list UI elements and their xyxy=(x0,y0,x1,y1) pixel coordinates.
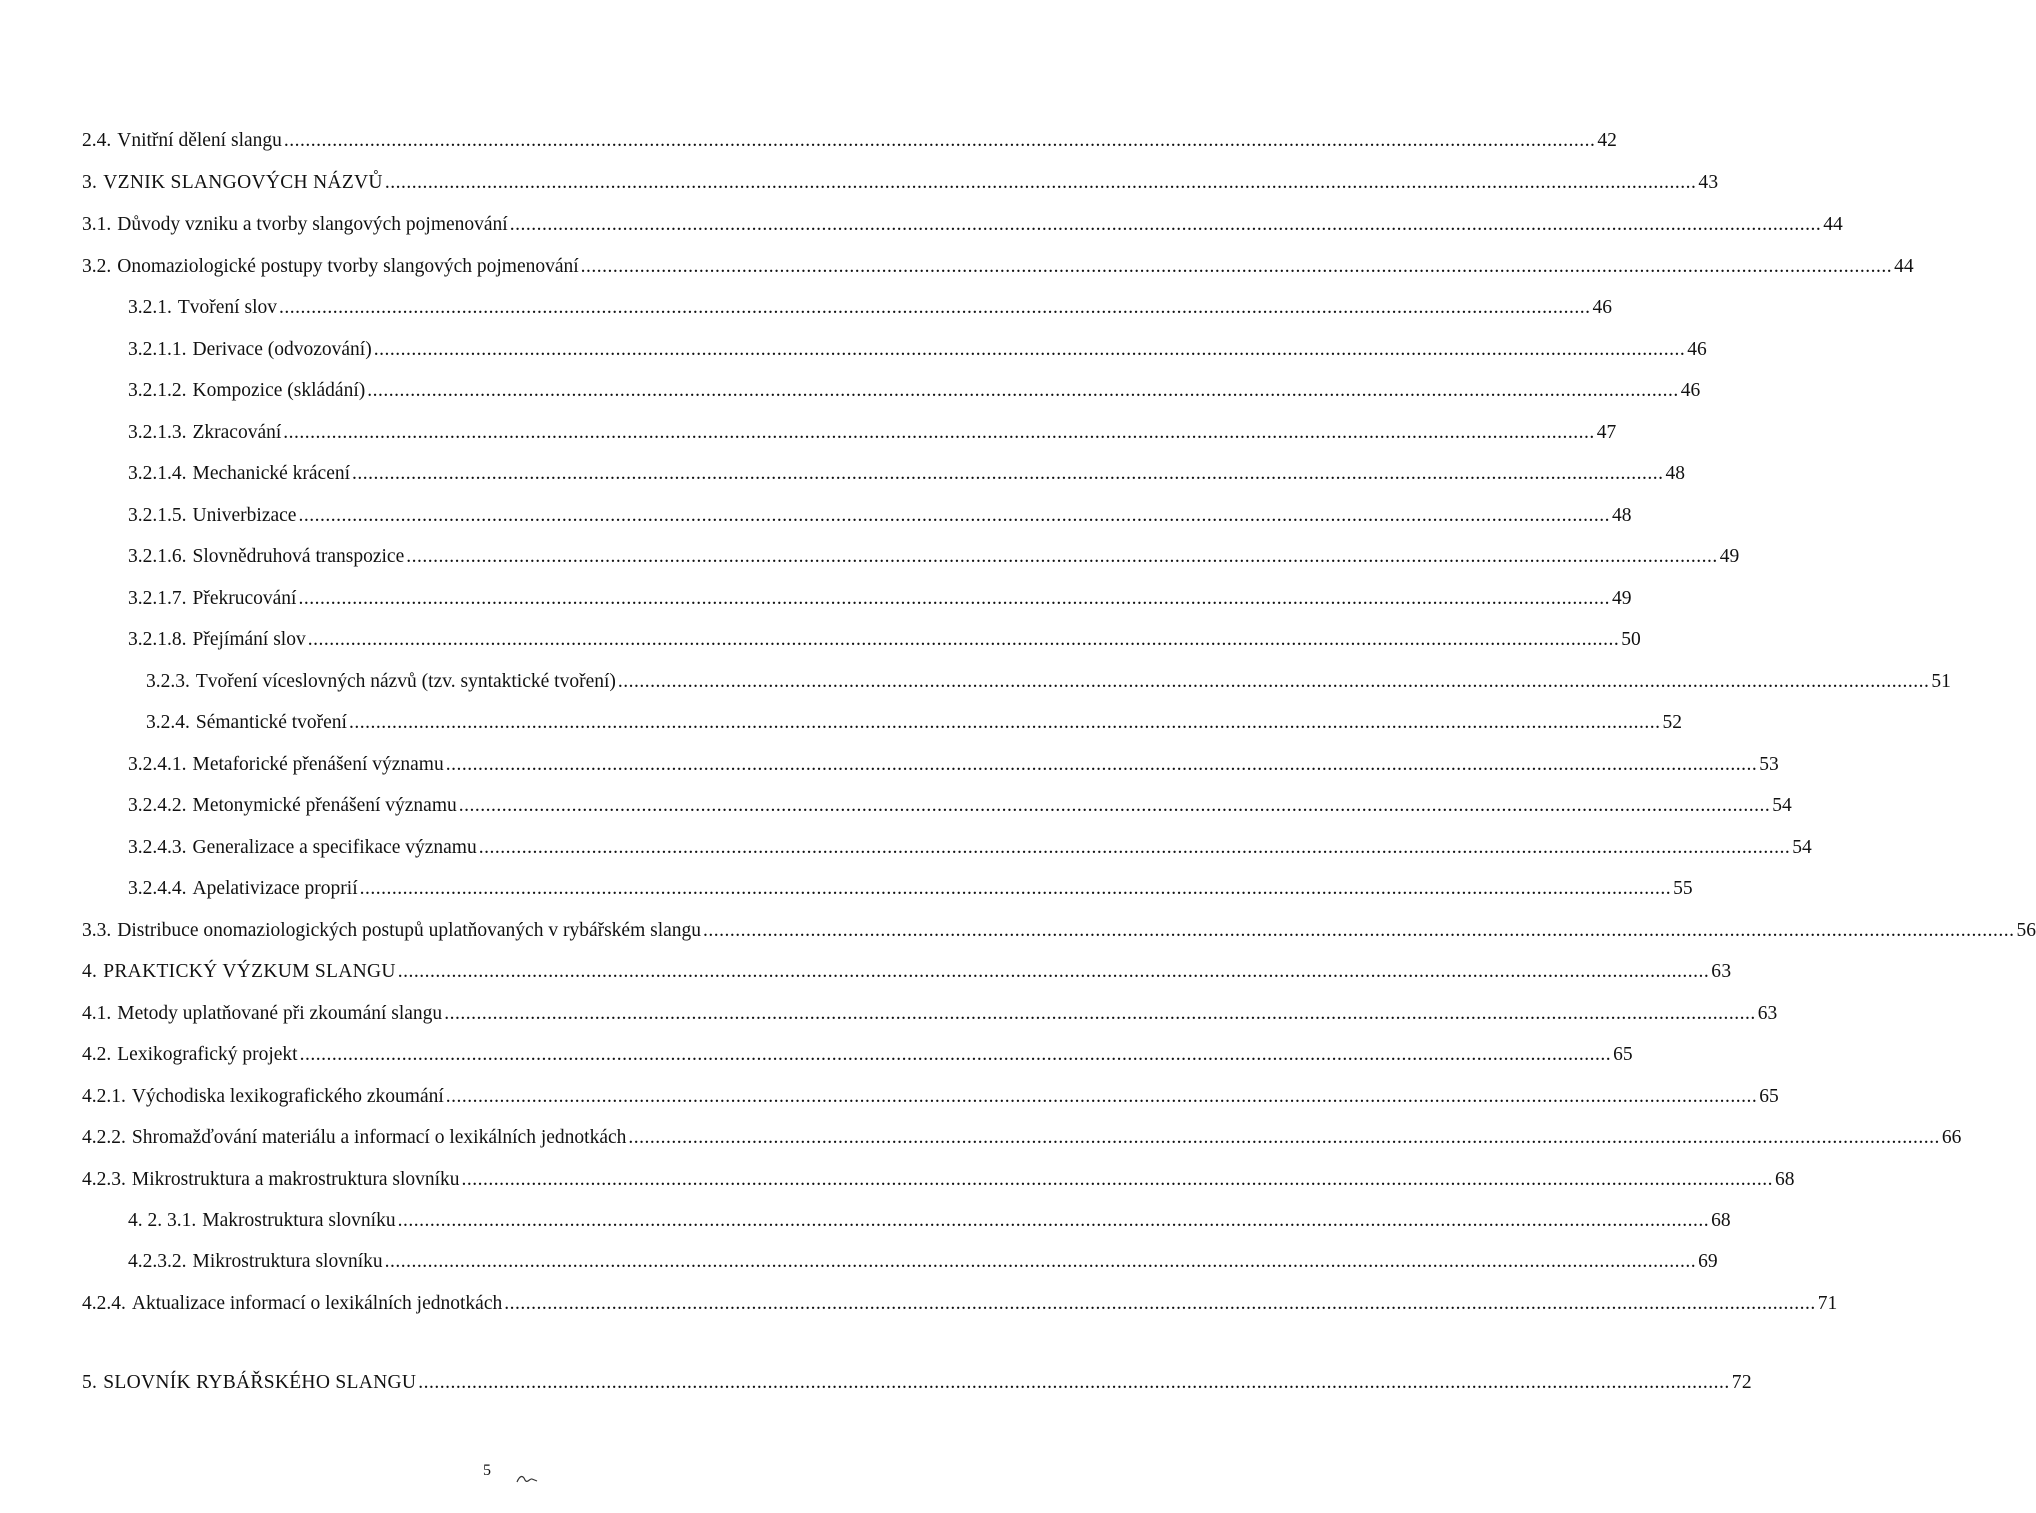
toc-entry xyxy=(128,457,1686,491)
dot-leader xyxy=(398,955,1710,989)
toc-entry-page: 54 xyxy=(1772,795,1792,816)
toc-entry-page: 51 xyxy=(1931,671,1951,692)
toc-entry-page: 55 xyxy=(1673,878,1693,899)
toc-entry xyxy=(82,1366,1752,1400)
toc-entry-page: 68 xyxy=(1711,1210,1731,1231)
toc-entry-page: 47 xyxy=(1596,422,1617,443)
toc-entry xyxy=(82,1287,1838,1321)
toc-entry-title: Distribuce onomaziologických postupů uplatňovaných v rybářském slangu xyxy=(117,920,702,941)
dot-leader xyxy=(504,1287,1816,1321)
toc-entry xyxy=(128,582,1632,616)
toc-entry xyxy=(128,499,1632,533)
dot-leader xyxy=(367,374,1679,408)
toc-entry-title: Derivace (odvozování) xyxy=(192,339,372,360)
toc-entry-title: Tvoření slov xyxy=(177,297,277,318)
toc-entry-page: 69 xyxy=(1698,1251,1718,1272)
toc-entry-number: 4.2.4. xyxy=(82,1293,126,1314)
toc-entry xyxy=(128,291,1612,325)
toc-entry-page: 49 xyxy=(1719,546,1740,567)
toc-entry xyxy=(82,208,1843,242)
toc-entry-number: 3.2.1.5. xyxy=(128,505,187,526)
toc-entry-title: Slovnědruhová transpozice xyxy=(192,546,405,567)
dot-leader xyxy=(418,1366,1730,1400)
toc-entry-page: 49 xyxy=(1611,588,1632,609)
dot-leader xyxy=(444,997,1756,1031)
toc-entry-number: 3.2.1. xyxy=(128,297,172,318)
dot-leader xyxy=(385,166,1697,200)
toc-entry-title: Makrostruktura slovníku xyxy=(202,1210,396,1231)
dot-leader xyxy=(374,333,1686,367)
toc-entry-number: 4. 2. 3.1. xyxy=(128,1210,197,1231)
toc-entry-page: 48 xyxy=(1611,505,1632,526)
toc-entry-number: 3.2.4. xyxy=(146,712,190,733)
toc-entry-title: Univerbizace xyxy=(192,505,297,526)
dot-leader xyxy=(581,250,1893,284)
toc-entry-number: 3.2.1.7. xyxy=(128,588,187,609)
toc-entry-number: 3.3. xyxy=(82,920,112,941)
toc-entry-title: Metonymické přenášení významu xyxy=(192,795,457,816)
dot-leader xyxy=(703,914,2015,948)
toc-entry-page: 65 xyxy=(1759,1086,1779,1107)
toc-entry-number: 3.2.1.4. xyxy=(128,463,187,484)
toc-entry-title: Metody uplatňované při zkoumání slangu xyxy=(117,1003,443,1024)
toc-entry-page: 54 xyxy=(1792,837,1812,858)
dot-leader xyxy=(298,582,1610,616)
toc-entry xyxy=(82,1163,1795,1197)
toc-entry-page: 56 xyxy=(2016,920,2036,941)
toc-entry-page: 50 xyxy=(1621,629,1641,650)
toc-entry xyxy=(128,416,1617,450)
dot-leader xyxy=(459,789,1771,823)
toc-entry-number: 4.2.3.2. xyxy=(128,1251,187,1272)
toc-entry xyxy=(82,1121,1962,1155)
toc-entry-title: Aktualizace informací o lexikálních jednotkách xyxy=(131,1293,503,1314)
toc-entry-number: 4. xyxy=(82,961,98,982)
toc-entry-page: 42 xyxy=(1597,130,1617,151)
toc-entry-title: Tvoření víceslovných názvů (tzv. syntaktické tvoření) xyxy=(195,671,616,692)
toc-entry-number: 3. xyxy=(82,172,98,193)
toc-entry-title: Sémantické tvoření xyxy=(195,712,347,733)
dot-leader xyxy=(279,291,1591,325)
toc-entry-number: 3.2.4.1. xyxy=(128,754,187,775)
toc-entry xyxy=(146,665,1951,699)
toc-entry-number: 3.2.1.8. xyxy=(128,629,187,650)
dot-leader xyxy=(283,416,1595,450)
toc-entry xyxy=(128,872,1693,906)
toc-entry-title: Shromažďování materiálu a informací o lexikálních jednotkách xyxy=(131,1127,627,1148)
toc-entry-page: 71 xyxy=(1817,1293,1838,1314)
toc-entry xyxy=(128,1204,1731,1238)
toc-entry xyxy=(128,1245,1718,1279)
toc-entry-number: 3.2.4.4. xyxy=(128,878,187,899)
toc-entry xyxy=(82,166,1719,200)
toc-entry-number: 4.2.2. xyxy=(82,1127,126,1148)
toc-entry-title: Důvody vzniku a tvorby slangových pojmenování xyxy=(117,214,508,235)
toc-entry-page: 66 xyxy=(1941,1127,1962,1148)
toc-entry-title: Onomaziologické postupy tvorby slangových pojmenování xyxy=(117,256,579,277)
toc-entry-title: Lexikografický projekt xyxy=(117,1044,298,1065)
toc-entry-number: 3.2. xyxy=(82,256,112,277)
dot-leader xyxy=(618,665,1930,699)
dot-leader xyxy=(398,1204,1710,1238)
toc-entry-number: 2.4. xyxy=(82,130,112,151)
toc-entry-page: 65 xyxy=(1613,1044,1633,1065)
dot-leader xyxy=(300,1038,1612,1072)
toc-entry xyxy=(82,1038,1633,1072)
toc-entry-title: Východiska lexikografického zkoumání xyxy=(131,1086,444,1107)
dot-leader xyxy=(406,540,1718,574)
dot-leader xyxy=(298,499,1610,533)
page-number: 5 xyxy=(483,1462,491,1479)
toc-entry-page: 44 xyxy=(1894,256,1914,277)
toc-entry-page: 68 xyxy=(1775,1169,1795,1190)
toc-entry-number: 3.2.3. xyxy=(146,671,190,692)
toc-entry-page: 72 xyxy=(1731,1372,1752,1393)
toc-entry-number: 4.1. xyxy=(82,1003,112,1024)
dot-leader xyxy=(446,748,1758,782)
dot-leader xyxy=(284,124,1596,158)
toc-entry-number: 4.2.1. xyxy=(82,1086,126,1107)
scan-mark xyxy=(516,1473,538,1485)
toc-entry xyxy=(82,124,1617,158)
toc-entry-page: 52 xyxy=(1662,712,1682,733)
toc-entry-title: Vnitřní dělení slangu xyxy=(117,130,282,151)
toc-entry xyxy=(128,374,1701,408)
toc-entry-title: Apelativizace proprií xyxy=(192,878,358,899)
toc-entry-title: Mikrostruktura a makrostruktura slovníku xyxy=(131,1169,460,1190)
toc-entry-number: 3.2.4.2. xyxy=(128,795,187,816)
dot-leader xyxy=(308,623,1620,657)
toc-entry-number: 5. xyxy=(82,1372,98,1393)
toc-entry xyxy=(128,748,1779,782)
toc-entry-title: Mechanické krácení xyxy=(192,463,351,484)
toc-entry-page: 43 xyxy=(1698,172,1719,193)
dot-leader xyxy=(385,1245,1697,1279)
toc-entry-title: Přejímání slov xyxy=(192,629,306,650)
toc-entry-number: 3.1. xyxy=(82,214,112,235)
dot-leader xyxy=(479,831,1791,865)
dot-leader xyxy=(349,706,1661,740)
toc-entry xyxy=(128,333,1707,367)
toc-entry-page: 53 xyxy=(1759,754,1779,775)
dot-leader xyxy=(360,872,1672,906)
dot-leader xyxy=(628,1121,1940,1155)
toc-entry-title: SLOVNÍK RYBÁŘSKÉHO SLANGU xyxy=(103,1372,417,1393)
dot-leader xyxy=(510,208,1822,242)
toc-entry-page: 48 xyxy=(1665,463,1686,484)
toc-entry-number: 3.2.1.1. xyxy=(128,339,187,360)
toc-entry-title: Kompozice (skládání) xyxy=(192,380,366,401)
toc-entry-title: PRAKTICKÝ VÝZKUM SLANGU xyxy=(103,961,396,982)
dot-leader xyxy=(446,1080,1758,1114)
toc-entry-title: VZNIK SLANGOVÝCH NÁZVŮ xyxy=(103,172,383,193)
toc-entry-page: 44 xyxy=(1823,214,1843,235)
toc-entry xyxy=(82,1080,1779,1114)
toc-entry-number: 4.2. xyxy=(82,1044,112,1065)
toc-entry xyxy=(82,250,1914,284)
toc-entry-page: 46 xyxy=(1680,380,1701,401)
toc-entry xyxy=(82,955,1732,989)
toc-entry xyxy=(128,623,1641,657)
toc-entry xyxy=(82,914,2036,948)
toc-entry xyxy=(128,831,1812,865)
toc-entry-title: Metaforické přenášení významu xyxy=(192,754,444,775)
toc-entry-title: Překrucování xyxy=(192,588,297,609)
toc-entry xyxy=(146,706,1682,740)
toc-entry-number: 4.2.3. xyxy=(82,1169,126,1190)
toc-entry-title: Zkracování xyxy=(192,422,282,443)
toc-entry-page: 46 xyxy=(1687,339,1707,360)
toc-entry-number: 3.2.1.2. xyxy=(128,380,187,401)
toc-entry-page: 63 xyxy=(1757,1003,1778,1024)
toc-entry-number: 3.2.4.3. xyxy=(128,837,187,858)
toc-entry xyxy=(128,540,1740,574)
toc-entry xyxy=(82,997,1778,1031)
toc-entry-title: Mikrostruktura slovníku xyxy=(192,1251,383,1272)
toc-entry xyxy=(128,789,1792,823)
toc-entry-page: 63 xyxy=(1711,961,1732,982)
dot-leader xyxy=(462,1163,1774,1197)
dot-leader xyxy=(352,457,1664,491)
toc-entry-number: 3.2.1.3. xyxy=(128,422,187,443)
toc-entry-page: 46 xyxy=(1592,297,1612,318)
toc-entry-number: 3.2.1.6. xyxy=(128,546,187,567)
toc-entry-title: Generalizace a specifikace významu xyxy=(192,837,477,858)
